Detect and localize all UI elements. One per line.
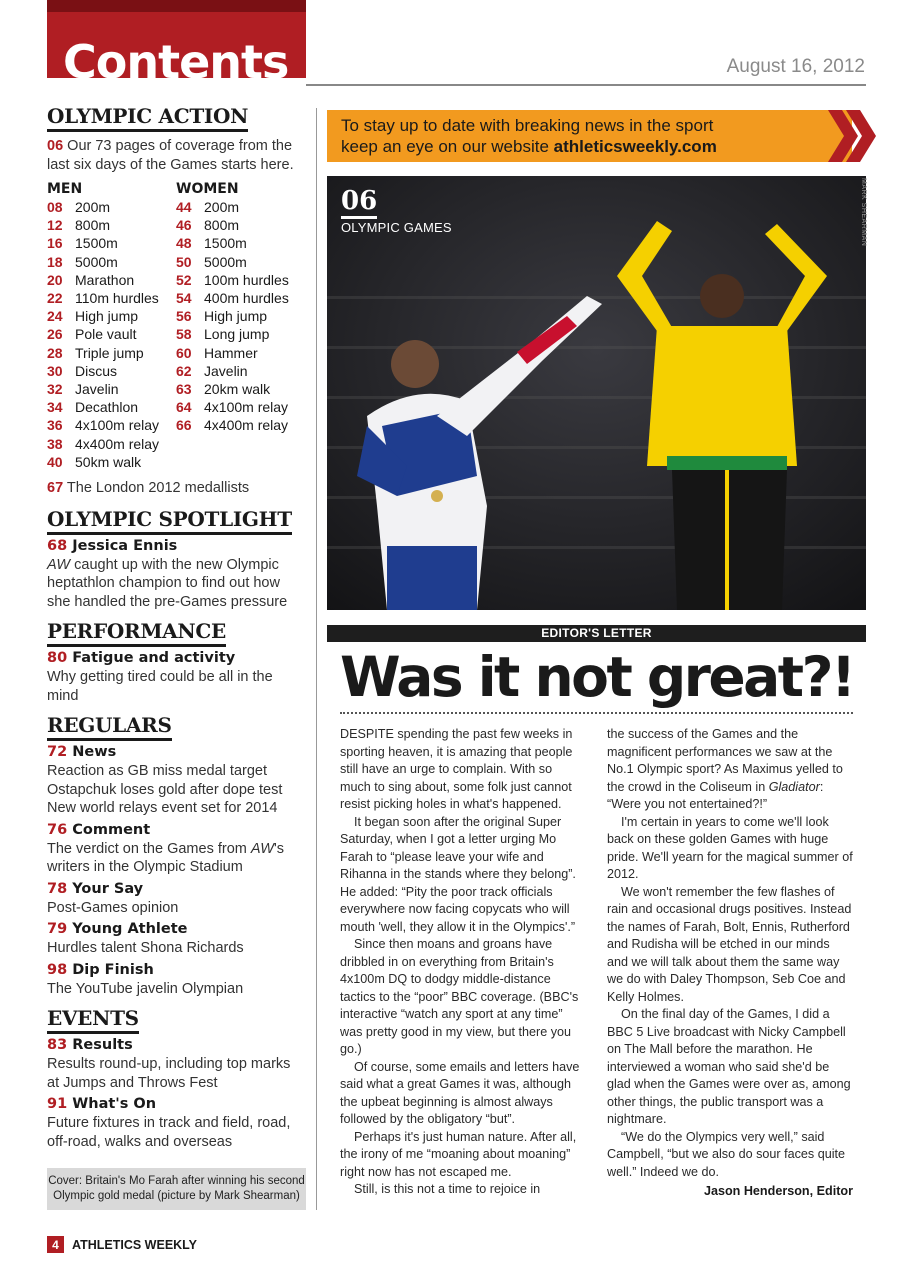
paragraph-text: : “Were you not entertained?!” (607, 779, 824, 811)
event-item[interactable] (47, 380, 176, 398)
entry-title: Fatigue and activity (72, 650, 236, 667)
event-item[interactable] (176, 253, 305, 271)
event-item[interactable] (176, 325, 305, 343)
event-item[interactable] (176, 380, 305, 398)
paragraph: It began soon after the original Super Saturday, when I got a letter urging Mo Farah to “please leave your wife and Rihanna in the stands where they belong”. He added: “Pity the poor track officials everywhere now facing copycats who will mouth 'well, they allow it in the Olympics'.” (340, 814, 576, 934)
event-label: 4x100m relay (204, 399, 289, 416)
page-footer (47, 1236, 197, 1253)
page-number: 67 (47, 480, 64, 497)
paragraph: DESPITE spending the past few weeks in sporting heaven, it is amazing that people still have an urge to complain. With so much to sing about, some folk just cannot resist picking holes in what's happened. (340, 727, 573, 811)
event-label: 5000m (204, 253, 247, 270)
entry-text-em: AW (250, 840, 274, 857)
yoursay-entry[interactable] (47, 880, 305, 918)
event-label: 20km walk (204, 381, 271, 398)
page-number: 16 (47, 235, 63, 252)
event-label: Long jump (204, 326, 270, 343)
section-heading-performance: PERFORMANCE (47, 619, 226, 647)
entry-title: Young Athlete (72, 921, 188, 938)
page-number: 26 (47, 326, 63, 343)
page-number: 38 (47, 435, 63, 452)
paragraph-text: the success of the Games and the magnificent performances we saw at the No.1 Olympic sport? As Maximus yelled to the crowd in the Coliseum in (607, 727, 843, 794)
comment-entry[interactable] (47, 821, 305, 877)
young-athlete-entry[interactable] (47, 920, 305, 958)
section-heading-olympic-spotlight: OLYMPIC SPOTLIGHT (47, 507, 292, 535)
paragraph: “We do the Olympics very well,” said Campbell, “but we also do sour faces quite well.” Indeed we do. (607, 1129, 846, 1179)
page-number: 08 (47, 199, 63, 215)
event-item[interactable] (176, 398, 305, 416)
page-number: 72 (47, 744, 68, 761)
section-heading-regulars: REGULARS (47, 713, 172, 741)
page-number: 18 (47, 253, 63, 270)
event-label: 5000m (75, 253, 118, 270)
contents-list (47, 104, 305, 1151)
entry-title: Jessica Ennis (72, 537, 178, 554)
dip-finish-entry[interactable] (47, 961, 305, 999)
entry-title: Comment (72, 821, 151, 838)
entry-text: Post-Games opinion (47, 899, 179, 916)
event-label: 800m (204, 217, 240, 234)
page-title: Contents (63, 35, 289, 89)
event-item[interactable] (47, 271, 176, 289)
event-label: 4x400m relay (75, 435, 160, 452)
event-label: 110m hurdles (75, 290, 159, 307)
page-number: 56 (176, 308, 192, 325)
women-heading: WOMEN (176, 181, 239, 197)
cover-caption: Cover: Britain's Mo Farah after winning his second Olympic gold medal (picture by Mark Shearman) (47, 1168, 306, 1210)
performance-entry[interactable] (47, 649, 305, 705)
event-label: Triple jump (75, 344, 144, 361)
event-label: 4x400m relay (204, 417, 289, 434)
men-column (47, 180, 176, 471)
entry-title: Results (72, 1037, 133, 1054)
event-label: 200m (75, 199, 111, 215)
page-number: 20 (47, 271, 63, 288)
paragraph: Since then moans and groans have dribbled in on everything from Britain's 4x100m DQ to dodgy middle-distance tactics to the “poor” BBC coverage. (BBC's interactive “watch any sport at any time” was pretty good in my view, but there you go.) (340, 937, 579, 1056)
banner-line-1: To stay up to date with breaking news in the sport (341, 116, 714, 135)
page-number: 80 (47, 650, 68, 667)
page-number: 76 (47, 821, 68, 838)
entry-text-em: AW (47, 556, 71, 573)
paragraph: I'm certain in years to come we'll look back on these golden Games with huge pride. We'll yearn for the magical summer of 2012. (607, 814, 853, 881)
page-number: 30 (47, 362, 63, 379)
photo-section-label: OLYMPIC GAMES (341, 220, 452, 235)
editors-letter-column-2 (607, 726, 853, 1201)
page-number: 34 (47, 399, 63, 416)
page-number: 24 (47, 308, 63, 325)
website-link[interactable]: athleticsweekly.com (553, 137, 717, 156)
olympic-action-intro[interactable] (47, 137, 305, 174)
banner-line-2: keep an eye on our website (341, 137, 554, 156)
chevron-right-icon (828, 110, 880, 162)
event-item[interactable] (47, 416, 176, 434)
event-item[interactable] (47, 289, 176, 307)
photo-page-number: 06 (341, 186, 377, 219)
event-item[interactable] (176, 289, 305, 307)
paragraph: Perhaps it's just human nature. After all, the irony of me “moaning about moaning” right now has not escaped me. (340, 1129, 577, 1179)
page-number: 83 (47, 1037, 68, 1054)
paragraph: On the final day of the Games, I did a BBC 5 Live broadcast with Nicky Campbell on The Mall before the marathon. He interviewed a woman who said she'd be glad when the Games were over as, among other things, the public transport was a nightmare. (607, 1007, 851, 1126)
event-item[interactable] (47, 198, 176, 216)
entry-text: Future fixtures in track and field, road, off-road, walks and overseas (47, 1115, 291, 1150)
page-number: 32 (47, 381, 63, 398)
event-item[interactable] (47, 216, 176, 234)
editors-letter-column-1 (340, 726, 586, 1199)
event-item[interactable] (47, 325, 176, 343)
page-number: 60 (176, 344, 192, 361)
page-number: 78 (47, 880, 68, 897)
page-number: 98 (47, 961, 68, 978)
spotlight-entry[interactable] (47, 537, 305, 612)
paragraph: Of course, some emails and letters have said what a great Games it was, although the upbeat beginning is almost always followed by the obligatory “but”. (340, 1059, 580, 1126)
entry-title: News (72, 744, 117, 761)
page-number: 52 (176, 271, 192, 288)
section-heading-olympic-action: OLYMPIC ACTION (47, 104, 248, 132)
page-number: 06 (47, 138, 64, 154)
men-heading: MEN (47, 181, 83, 197)
medallists-entry[interactable] (47, 479, 305, 498)
page-number: 50 (176, 253, 192, 270)
event-label: 200m (204, 199, 240, 215)
page-number: 54 (176, 290, 192, 307)
entry-text: The YouTube javelin Olympian (47, 980, 244, 997)
event-label: Javelin (75, 381, 119, 398)
event-label: Pole vault (75, 326, 137, 343)
event-label: Discus (75, 362, 118, 379)
editors-letter-title: Was it not great?! (340, 645, 854, 709)
entry-text: The verdict on the Games from (47, 840, 251, 857)
event-item[interactable] (47, 435, 176, 453)
page-number: 91 (47, 1096, 68, 1113)
women-column (176, 180, 305, 471)
entry-title: What's On (72, 1096, 157, 1113)
page-number: 62 (176, 362, 192, 379)
entry-text: The London 2012 medallists (66, 480, 250, 497)
event-item[interactable] (176, 271, 305, 289)
entry-text: Our 73 pages of coverage from the last six days of the Games starts here. (47, 138, 294, 173)
page-number: 79 (47, 921, 68, 938)
paragraph-em: Gladiator (768, 779, 820, 794)
dotted-rule (340, 712, 853, 714)
page-number: 40 (47, 453, 63, 470)
whats-on-entry[interactable] (47, 1095, 305, 1151)
editor-signature: Jason Henderson, Editor (703, 1184, 853, 1198)
website-banner[interactable] (327, 110, 852, 162)
event-item[interactable] (47, 234, 176, 252)
page-number: 66 (176, 417, 192, 434)
page-number: 58 (176, 326, 192, 343)
event-label: 400m hurdles (204, 290, 289, 307)
event-item[interactable] (47, 307, 176, 325)
masthead (47, 0, 306, 89)
event-item[interactable] (47, 344, 176, 362)
page-number: 28 (47, 344, 63, 361)
photo-credit: MARK SHEARMAN (860, 178, 867, 247)
event-label: Marathon (75, 271, 135, 288)
event-label: Javelin (204, 362, 248, 379)
column-divider (316, 108, 317, 1210)
entry-title: Your Say (72, 880, 144, 897)
event-label: High jump (204, 308, 268, 325)
entry-text: Why getting tired could be all in the mind (47, 669, 273, 704)
page-number: 46 (176, 217, 192, 234)
page-number: 22 (47, 290, 63, 307)
event-item[interactable] (176, 307, 305, 325)
event-label: 100m hurdles (204, 271, 289, 288)
results-entry[interactable] (47, 1036, 305, 1092)
event-item[interactable] (47, 453, 176, 471)
athletes-photo-illustration (327, 176, 866, 610)
event-item[interactable] (176, 344, 305, 362)
event-item[interactable] (176, 416, 305, 434)
event-label: 1500m (204, 235, 247, 252)
page-number: 36 (47, 417, 63, 434)
entry-text: caught up with the new Olympic heptathlon champion to find out how she handled the pre-Games pressure (47, 556, 288, 610)
editors-letter-bar: EDITOR'S LETTER (327, 625, 866, 642)
page-number: 68 (47, 537, 68, 554)
event-item[interactable] (47, 362, 176, 380)
event-item[interactable] (176, 234, 305, 252)
page-number: 44 (176, 199, 192, 215)
event-label: 800m (75, 217, 111, 234)
entry-text: Hurdles talent Shona Richards (47, 940, 244, 957)
event-item[interactable] (176, 198, 305, 216)
event-label: Decathlon (75, 399, 139, 416)
event-label: High jump (75, 308, 139, 325)
cover-photo (327, 176, 866, 610)
event-label: 4x100m relay (75, 417, 160, 434)
page-number: 48 (176, 235, 192, 252)
entry-text: 's writers in the Olympic Stadium (47, 840, 285, 876)
entry-text: Reaction as GB miss medal target Ostapchuk loses gold after dope test New world relays event set for 2014 (47, 763, 283, 817)
event-label: 1500m (75, 235, 118, 252)
event-item[interactable] (176, 362, 305, 380)
page-number-badge: 4 (47, 1236, 64, 1253)
page-number: 64 (176, 399, 192, 416)
section-heading-events: EVENTS (47, 1006, 139, 1034)
page-number: 63 (176, 381, 192, 398)
event-item[interactable] (47, 253, 176, 271)
paragraph (607, 726, 853, 814)
page-number: 12 (47, 217, 63, 234)
paragraph: We won't remember the few flashes of rain and occasional drugs positives. Instead the names of Farah, Bolt, Ennis, Rutherford and Rudisha will be etched in our minds and we will talk about them the same way we do with Daley Thompson, Seb Coe and Kelly Holmes. (607, 884, 852, 1004)
publication-name: ATHLETICS WEEKLY (72, 1237, 198, 1252)
entry-title: Dip Finish (72, 961, 154, 978)
event-label: 50km walk (75, 453, 142, 470)
event-label: Hammer (204, 344, 258, 361)
event-item[interactable] (176, 216, 305, 234)
news-entry[interactable] (47, 743, 305, 818)
event-index (47, 180, 305, 471)
paragraph: Still, is this not a time to rejoice in (354, 1182, 541, 1196)
entry-text: Results round-up, including top marks at Jumps and Throws Fest (47, 1056, 291, 1091)
header-rule (306, 84, 866, 86)
issue-date: August 16, 2012 (726, 56, 865, 77)
event-item[interactable] (47, 398, 176, 416)
